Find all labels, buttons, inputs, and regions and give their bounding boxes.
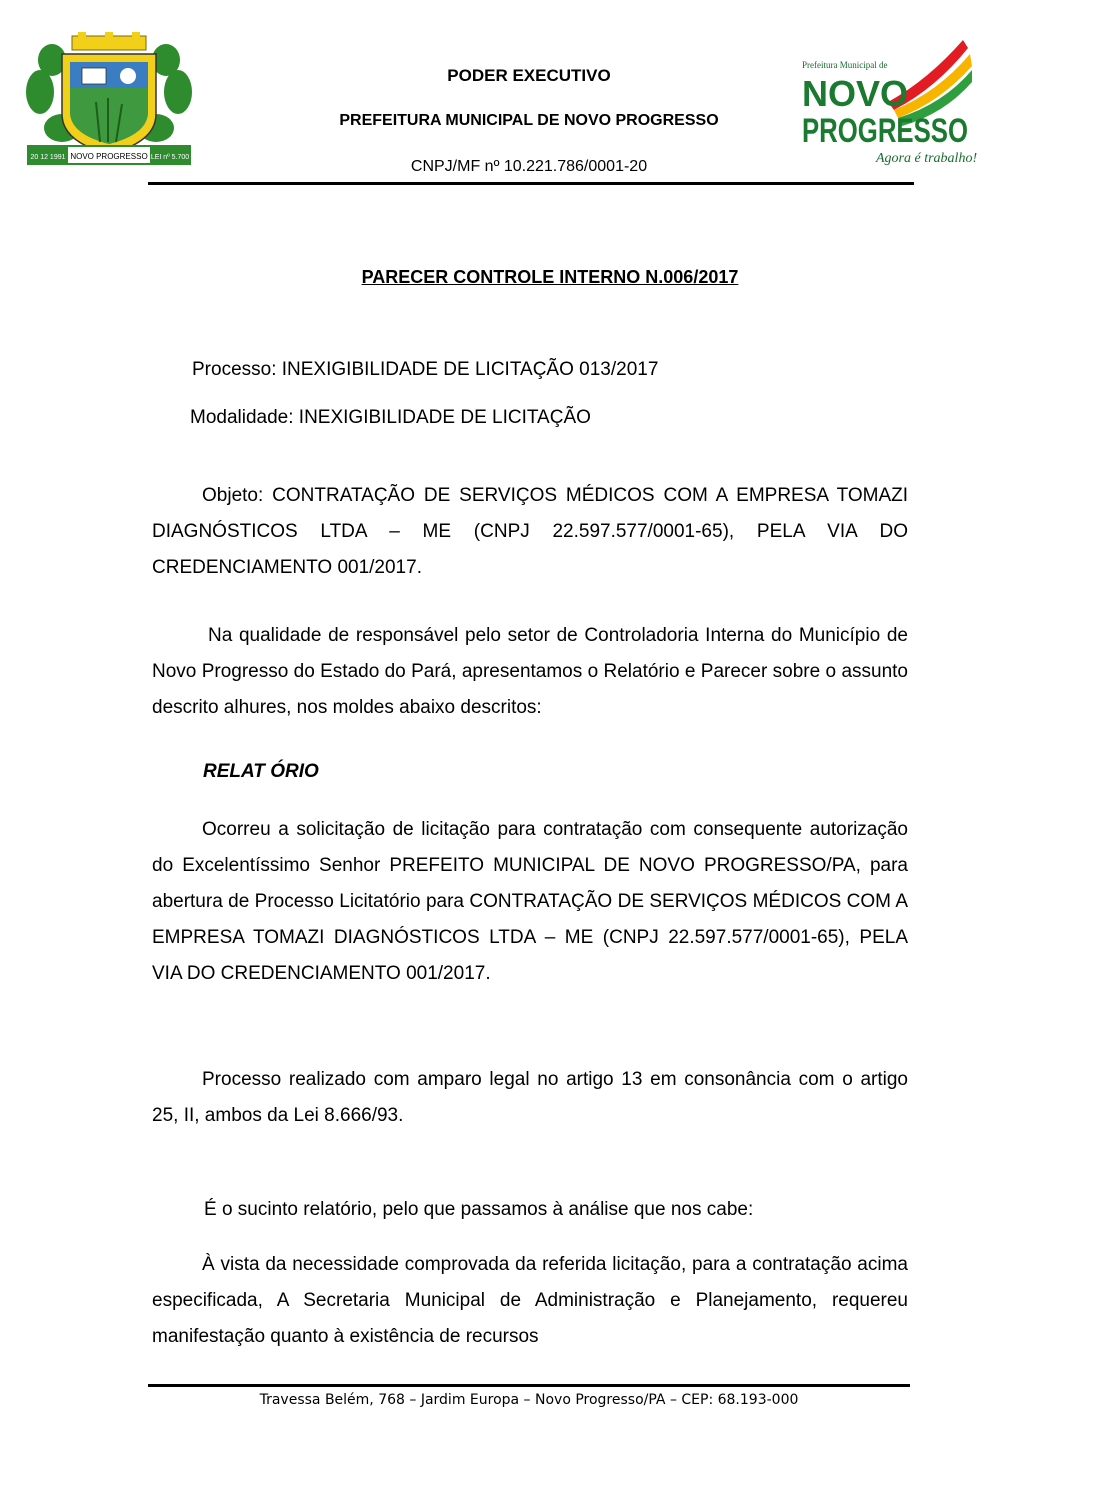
footer-divider [148, 1384, 910, 1387]
relatorio-paragraph-2: Processo realizado com amparo legal no artigo 13 em consonância com o artigo 25, II, ambos da Lei 8.666/93. [152, 1069, 908, 1126]
header-cnpj: CNPJ/MF nº 10.221.786/0001-20 [410, 158, 648, 175]
header-line-2: PREFEITURA MUNICIPAL DE NOVO PROGRESSO [339, 112, 719, 129]
objeto-paragraph: Objeto: CONTRATAÇÃO DE SERVIÇOS MÉDICOS COM A EMPRESA TOMAZI DIAGNÓSTICOS LTDA – ME (CNPJ 22.597.577/0001-65), PELA VIA DO CREDENCIAMENTO 001/2017. [152, 485, 908, 578]
crest-ribbon-left: 20 12 1991 [30, 154, 66, 161]
relatorio-paragraph-4: À vista da necessidade comprovada da referida licitação, para a contratação acima especificada, A Secretaria Municipal de Administração e Planejamento, requereu manifestação quanto à existência de recursos [152, 1254, 908, 1347]
brand-logo-slogan: Agora é trabalho! [876, 151, 978, 166]
relatorio-heading: RELAT ÓRIO [203, 761, 319, 782]
header-divider [148, 182, 914, 185]
relatorio-paragraph-1: Ocorreu a solicitação de licitação para contratação com consequente autorização do Excelentíssimo Senhor PREFEITO MUNICIPAL DE NOVO PROGRESSO/PA, para abertura de Processo Licitatório para CONTRATAÇÃO DE SERVIÇOS MÉDICOS COM A EMPRESA TOMAZI DIAGNÓSTICOS LTDA – ME (CNPJ 22.597.577/0001-65), PELA VIA DO CREDENCIAMENTO 001/2017. [152, 819, 908, 984]
brand-logo-top-text: Prefeitura Municipal de [802, 60, 888, 70]
processo-line: Processo: INEXIGIBILIDADE DE LICITAÇÃO 013/2017 [192, 359, 659, 380]
municipal-coat-of-arms-icon [22, 32, 196, 170]
novo-progresso-logo-icon [798, 40, 978, 170]
intro-paragraph: Na qualidade de responsável pelo setor de Controladoria Interna do Município de Novo Progresso do Estado do Pará, apresentamos o Relatório e Parecer sobre o assunto descrito alhures, nos moldes abaixo descritos: [152, 625, 908, 718]
brand-logo-word2: PROGRESSO [802, 112, 968, 150]
crest-ribbon-right: LEI nº 5.700 [150, 154, 190, 161]
crest-ribbon-center: NOVO PROGRESSO [70, 152, 148, 161]
modalidade-line: Modalidade: INEXIGIBILIDADE DE LICITAÇÃO [190, 407, 591, 428]
footer-address: Travessa Belém, 768 – Jardim Europa – Novo Progresso/PA – CEP: 68.193-000 [259, 1392, 799, 1408]
brand-logo-word1: NOVO [802, 73, 909, 114]
relatorio-paragraph-3: É o sucinto relatório, pelo que passamos à análise que nos cabe: [204, 1199, 754, 1220]
document-title: PARECER CONTROLE INTERNO N.006/2017 [361, 267, 739, 287]
header-line-1: PODER EXECUTIVO [447, 66, 611, 85]
